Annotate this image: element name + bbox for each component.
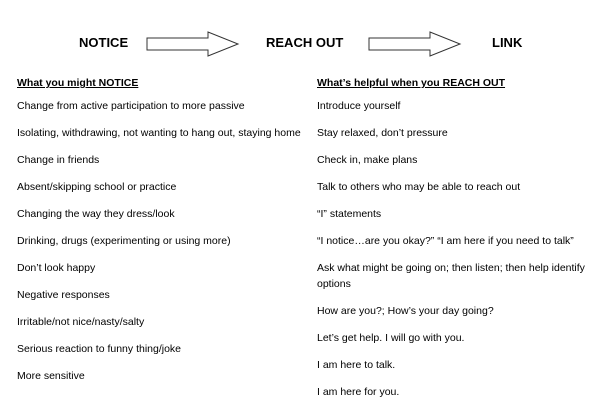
list-item: I am here for you. [317, 386, 400, 398]
list-item: “I notice…are you okay?” “I am here if you need to talk” [317, 235, 574, 247]
notice-column [17, 77, 302, 395]
list-item: Check in, make plans [317, 154, 418, 166]
list-item: Negative responses [17, 289, 110, 301]
list-item: I am here to talk. [317, 359, 396, 371]
step-link: LINK [492, 35, 523, 50]
list-item: Change from active participation to more passive [17, 100, 245, 112]
process-flow [0, 30, 600, 58]
step-notice: NOTICE [79, 35, 129, 50]
list-item: Changing the way they dress/look [17, 208, 175, 220]
notice-heading: What you might NOTICE [17, 77, 139, 89]
step-reach-out: REACH OUT [266, 35, 344, 50]
list-item: Talk to others who may be able to reach out [317, 181, 521, 193]
list-item: Absent/skipping school or practice [17, 181, 177, 193]
right-arrow-outline-icon [368, 31, 462, 57]
list-item: “I” statements [317, 208, 382, 220]
list-item: Stay relaxed, don’t pressure [317, 127, 448, 139]
list-item: Don’t look happy [17, 262, 96, 274]
list-item: Let’s get help. I will go with you. [317, 332, 465, 344]
list-item: Ask what might be going on; then listen; then help identify options [317, 262, 585, 290]
reach-out-heading: What’s helpful when you REACH OUT [317, 77, 506, 89]
list-item: Irritable/not nice/nasty/salty [17, 316, 145, 328]
list-item: Change in friends [17, 154, 100, 166]
list-item: Serious reaction to funny thing/joke [17, 343, 182, 355]
list-item: Introduce yourself [317, 100, 401, 112]
list-item: How are you?; How’s your day going? [317, 305, 494, 317]
list-item: Drinking, drugs (experimenting or using more) [17, 235, 231, 247]
reach-out-column [317, 77, 600, 411]
list-item: More sensitive [17, 370, 85, 382]
right-arrow-outline-icon [146, 31, 240, 57]
list-item: Isolating, withdrawing, not wanting to hang out, staying home [17, 127, 301, 139]
